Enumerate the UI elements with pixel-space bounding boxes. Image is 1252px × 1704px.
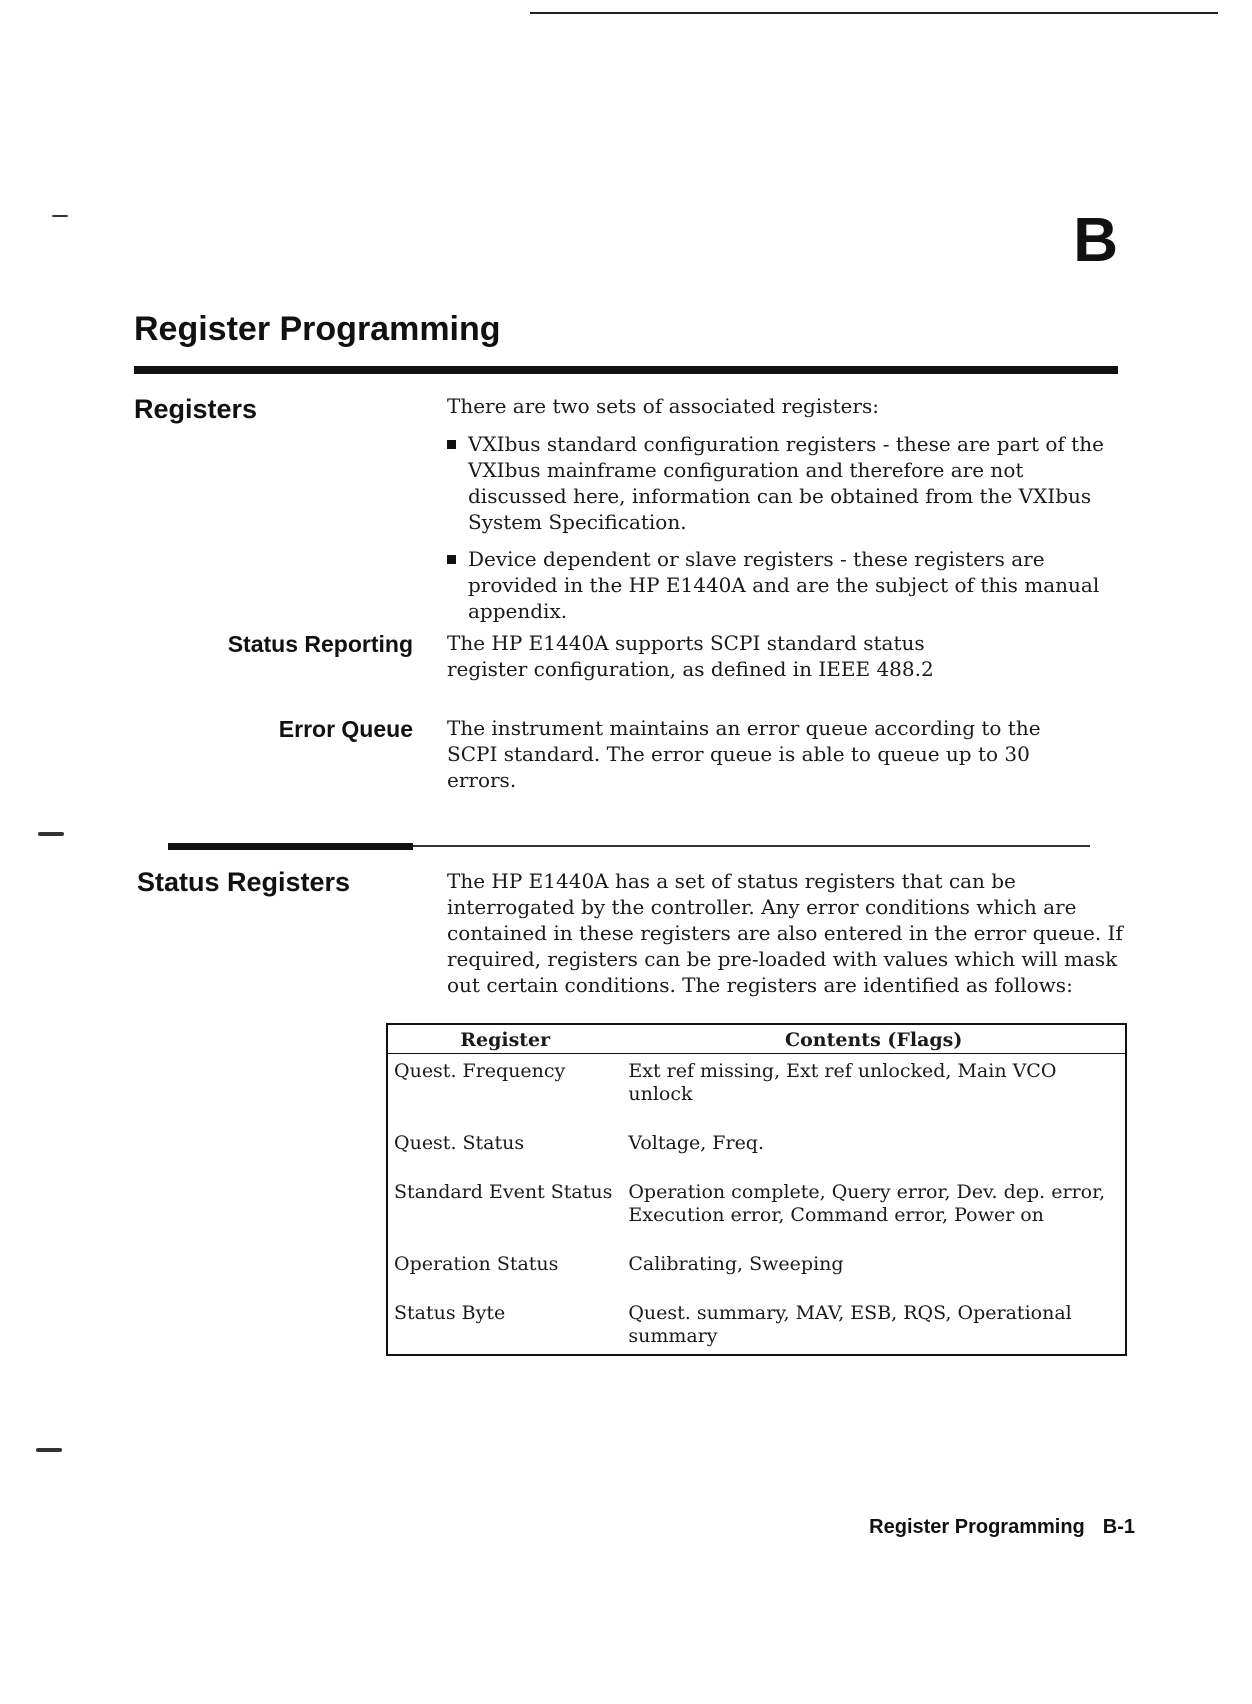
register-flags: Calibrating, Sweeping <box>628 1253 844 1275</box>
status-registers-text: The HP E1440A has a set of status registers that can be interrogated by the controller. Any error conditions which are contained in these registers are also entered in the error queue. If required, registers can be pre-loaded with values which will mask out certain conditions. The registers are identified as follows: <box>447 869 1123 997</box>
status-reporting-heading: Status Reporting <box>227 631 413 657</box>
register-name: Quest. Frequency <box>394 1060 566 1082</box>
top-rule <box>530 12 1218 14</box>
registers-intro: There are two sets of associated registers: <box>447 394 879 418</box>
list-item: VXIbus standard configuration registers - these are part of the VXIbus mainframe configuration and therefore are not discussed here, information can be obtained from the VXIbus System Specification. <box>447 431 1127 535</box>
register-name: Operation Status <box>394 1253 559 1275</box>
registers-bullet-list <box>447 431 1127 624</box>
bullet-square-icon <box>447 440 456 449</box>
register-flags: Ext ref missing, Ext ref unlocked, Main VCO unlock <box>628 1060 1057 1105</box>
error-queue-heading: Error Queue <box>278 716 413 742</box>
register-flags: Quest. summary, MAV, ESB, RQS, Operational summary <box>628 1302 1072 1347</box>
status-registers-heading: Status Registers <box>137 867 351 897</box>
table-row <box>387 1175 1126 1247</box>
table-row <box>387 1296 1126 1355</box>
list-item: Device dependent or slave registers - these registers are provided in the HP E1440A and are the subject of this manual appendix. <box>447 546 1127 624</box>
table-row <box>387 1126 1126 1175</box>
column-header-register: Register <box>387 1024 622 1054</box>
page-footer <box>869 1516 1135 1539</box>
section-rule <box>168 843 413 850</box>
register-name: Quest. Status <box>394 1132 525 1154</box>
chapter-title: Register Programming <box>134 310 501 348</box>
bullet-square-icon <box>447 555 456 564</box>
error-queue-text: The instrument maintains an error queue according to the SCPI standard. The error queue is able to queue up to 30 errors. <box>447 716 1041 792</box>
binding-mark <box>38 832 64 836</box>
section-rule-thin <box>413 845 1090 847</box>
registers-heading: Registers <box>134 394 258 424</box>
page-number: B-1 <box>1102 1516 1135 1538</box>
footer-title: Register Programming <box>869 1516 1085 1538</box>
registers-body <box>447 393 1127 635</box>
table-row <box>387 1247 1126 1296</box>
column-header-contents: Contents (Flags) <box>622 1024 1126 1054</box>
status-reporting-text: The HP E1440A supports SCPI standard status register configuration, as defined in IEEE 488.2 <box>447 631 934 681</box>
register-flags: Operation complete, Query error, Dev. dep. error, Execution error, Command error, Power on <box>628 1181 1106 1226</box>
chapter-letter: B <box>1073 206 1118 275</box>
register-name: Status Byte <box>394 1302 506 1324</box>
binding-mark <box>52 215 68 217</box>
table-row <box>387 1054 1126 1127</box>
binding-mark <box>36 1448 62 1452</box>
register-name: Standard Event Status <box>394 1181 613 1203</box>
table-header-row <box>387 1024 1126 1054</box>
register-flags: Voltage, Freq. <box>628 1132 765 1154</box>
chapter-rule <box>134 366 1118 374</box>
register-table <box>386 1023 1127 1356</box>
